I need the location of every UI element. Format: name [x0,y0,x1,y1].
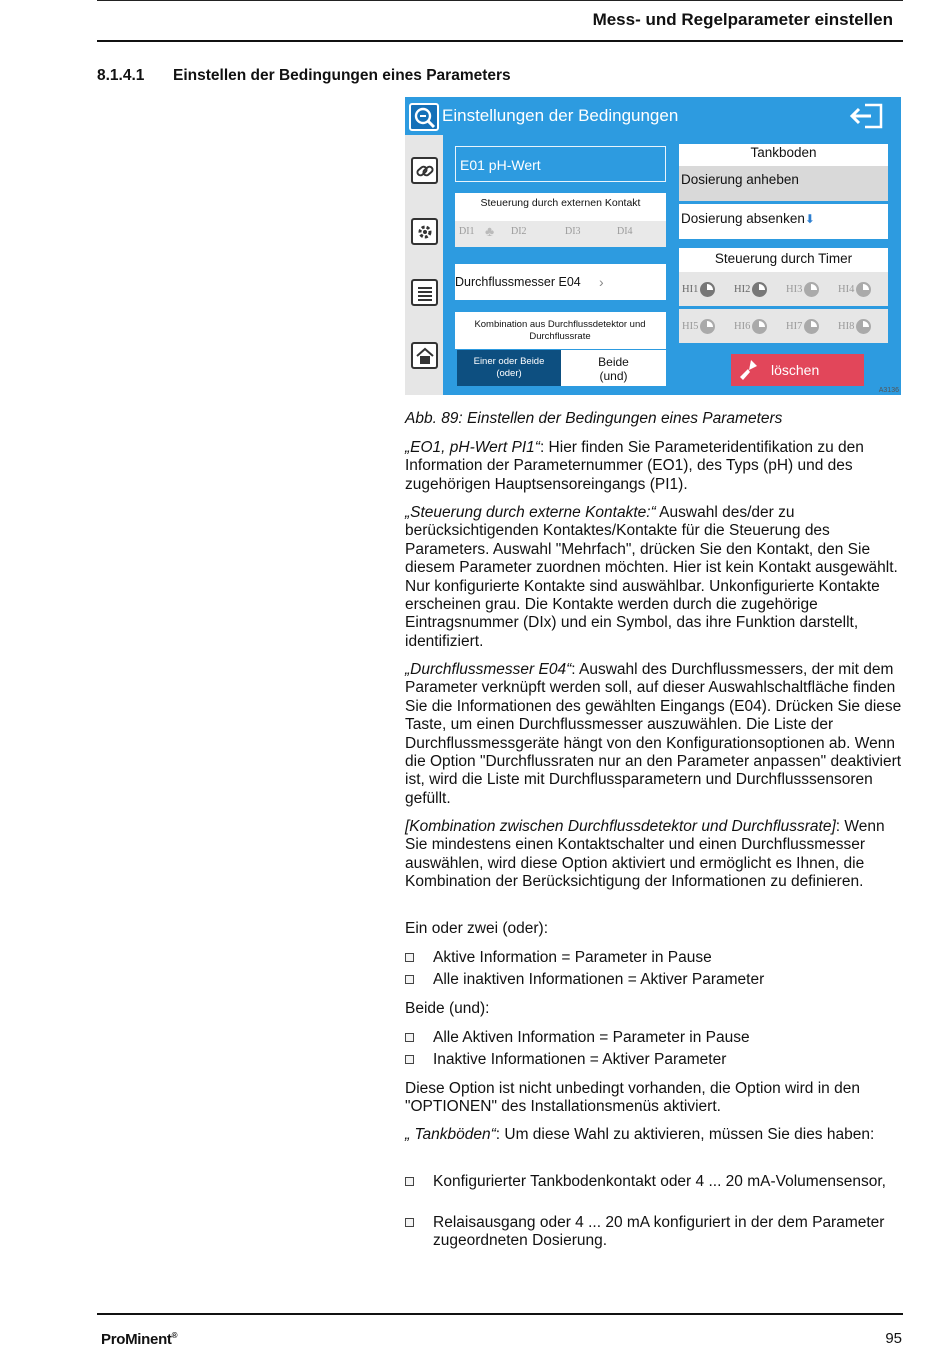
paragraph-flowmeter: „Durchflussmesser E04“: Auswahl des Durchflussmessers, der mit dem Parameter verknüpft werden soll, auf dieser Auswahlschaltfläche finden Sie die Informationen des gewählten Eingangs (E04). Drücken Sie diese Taste, um einen Durchflussmesser auszuwählen. Die Liste der Durchflussmessgeräte hängt von den Konfigurationsoptionen ab. Wenn die Option "Durchflussraten nur an den Parameter anpassen" deaktiviert ist, wird die Liste mit Durchflussparametern und Durchflusssensoren gefüllt. [405,661,902,807]
timer-item[interactable]: HI8 [838,319,871,334]
timer-item[interactable]: HI5 [682,319,715,334]
clock-icon [856,282,871,297]
delete-button[interactable] [731,354,864,386]
timer-label: Steuerung durch Timer [679,248,888,272]
figure-caption: Abb. 89: Einstellen der Bedingungen eines Parameters [405,410,783,427]
di-item[interactable]: DI4 [617,226,633,237]
paragraph-option-note: Diese Option ist nicht unbedingt vorhanden, die Option wird in den "OPTIONEN" des Installationsmenüs aktiviert. [405,1080,860,1116]
di-row [455,221,666,247]
section-number: 8.1.4.1 [97,67,145,84]
timer-item[interactable]: HI3 [786,282,819,297]
paragraph-tank: „ Tankböden“: Um diese Wahl zu aktivieren, müssen Sie dies haben: [405,1126,875,1143]
timer-item[interactable]: HI6 [734,319,767,334]
exit-icon[interactable] [849,102,885,130]
either-line1: Einer oder Beide [473,356,545,367]
arrow-down-icon: ⬇ [804,212,815,226]
page-header-title: Mess- und Regelparameter einstellen [592,10,893,29]
both-and-button[interactable] [561,350,666,386]
combination-panel [455,312,666,349]
clock-icon [700,282,715,297]
both-line1: Beide [598,355,629,369]
di-item[interactable]: DI2 [511,226,527,237]
dose-up-button[interactable]: Dosierung anheben [679,166,888,201]
screen-sidebar [405,135,443,395]
clock-icon [804,282,819,297]
section-title: Einstellen der Bedingungen eines Parameters [173,67,511,84]
zoom-icon[interactable] [409,103,439,131]
broom-icon [737,358,761,382]
both-line2: (und) [599,369,628,383]
either-line2: (oder) [496,368,522,379]
combination-label: Kombination aus Durchflussdetektor und Durchflussrate [474,319,646,342]
conditions-screen [405,97,901,395]
dose-down-button[interactable] [679,204,888,239]
top-rule [97,0,903,1]
dose-down-label: Dosierung absenken [681,211,805,226]
either-or-button[interactable] [457,350,561,386]
delete-label: löschen [771,362,820,378]
di-item[interactable]: DI3 [565,226,581,237]
flowmeter-button[interactable] [455,264,666,300]
timer-item[interactable]: HI7 [786,319,819,334]
paragraph-param-id: „EO1, pH-Wert PI1“: Hier finden Sie Parameteridentifikation zu den Information der Parameternummer (EO1), des Typs (pH) und des zugehörigen Hauptsensoreingangs (PI1). [405,439,864,493]
flowmeter-label: Durchflussmesser E04 [455,275,581,289]
paragraph-ext-contacts: „Steuerung durch externe Kontakte:“ Auswahl des/der zu berücksichtigenden Kontaktes/Kontakte für die Steuerung des Parameters. Auswahl "Mehrfach", drücken Sie den Kontakt, den Sie diesem Parameter zuordnen möchten. Hier ist kein Kontakt ausgewählt. Nur konfigurierte Kontakte sind auswählbar. Unkonfigurierte Kontakte erscheinen grau. Die Kontakte werden durch die zugehörige Eintragsnummer (DIx) und ein Symbol, das ihre Funktion darstellt, identifiziert. [405,504,898,650]
screen-title: Einstellungen der Bedingungen [442,106,679,125]
clock-icon [752,319,767,334]
link-icon[interactable] [411,157,438,184]
parameter-button[interactable]: E01 pH-Wert [455,146,666,182]
page-number: 95 [885,1330,902,1347]
timer-item[interactable]: HI1 [682,282,715,297]
clock-icon [856,319,871,334]
home-icon[interactable] [411,342,438,369]
tank-label: Tankboden [679,144,888,166]
di-item[interactable]: DI1 [459,226,475,237]
header-rule [97,40,903,42]
tap-icon: ♣ [485,223,495,239]
settings-icon[interactable] [411,218,438,245]
footer-rule [97,1313,903,1315]
paragraph-combination: [Kombination zwischen Durchflussdetektor und Durchflussrate]: Wenn Sie mindestens einen Kontaktschalter und einen Durchflussmesser auswählen, wird diese Option aktiviert und ermöglicht es Ihnen, die Kombination der Berücksichtigung der Informationen zu definieren. [405,818,885,891]
timer-item[interactable]: HI2 [734,282,767,297]
paragraph-either: Ein oder zwei (oder): [405,920,549,937]
brand-logo: ProMinent® [101,1331,178,1348]
paragraph-both: Beide (und): [405,1000,490,1017]
timer-item[interactable]: HI4 [838,282,871,297]
timer-row-2 [679,309,888,343]
timer-row-1 [679,272,888,306]
ext-contact-label: Steuerung durch externen Kontakt [480,197,641,209]
clock-icon [752,282,767,297]
figure-ref-code: A3136 [878,387,899,394]
clock-icon [804,319,819,334]
chevron-right-icon: › [599,274,604,290]
clock-icon [700,319,715,334]
list-icon[interactable] [411,279,438,306]
